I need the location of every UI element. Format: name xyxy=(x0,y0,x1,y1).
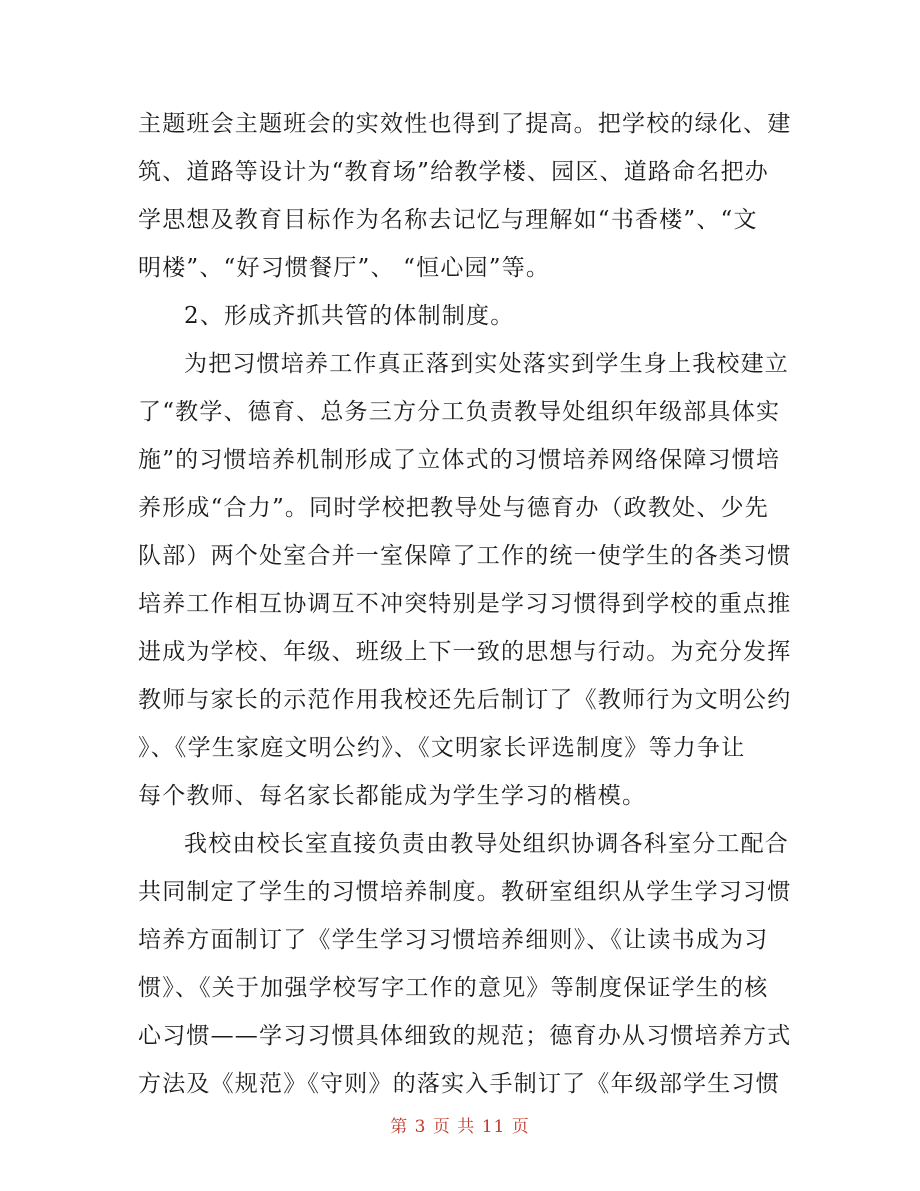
text-line: 明楼”、“好习惯餐厅”、 “恒心园”等。 xyxy=(138,255,551,281)
text-line: 队部）两个处室合并一室保障了工作的统一使学生的各类习惯 xyxy=(138,543,792,569)
text-line: 方法及《规范》《守则》的落实入手制订了《年级部学生习惯 xyxy=(138,1071,780,1097)
text-line: 惯》、《关于加强学校写字工作的意见》等制度保证学生的核 xyxy=(138,975,769,1001)
text-line: 共同制定了学生的习惯培养制度。教研室组织从学生学习习惯 xyxy=(138,879,792,905)
text-line: 筑、道路等设计为“教育场”给教学楼、园区、道路命名把办 xyxy=(138,159,769,185)
text-line: 学思想及教育目标作为名称去记忆与理解如“书香楼”、“文 xyxy=(138,207,758,233)
document-body xyxy=(138,100,792,1108)
text-line: 教师与家长的示范作用我校还先后制订了《教师行为文明公约 xyxy=(138,687,792,713)
text-line: 了“教学、德育、总务三方分工负责教导处组织年级部具体实 xyxy=(138,399,781,425)
text-line: 我校由校长室直接负责由教导处组织协调各科室分工配合 xyxy=(184,831,789,857)
text-line: 培养工作相互协调互不冲突特别是学习习惯得到学校的重点推 xyxy=(138,591,792,617)
text-line: 主题班会主题班会的实效性也得到了提高。把学校的绿化、建 xyxy=(138,111,792,137)
section-heading: 2、形成齐抓共管的体制制度。 xyxy=(184,303,515,329)
text-line: 施”的习惯培养机制形成了立体式的习惯培养网络保障习惯培 xyxy=(138,447,781,473)
text-line: 培养方面制订了《学生学习习惯培养细则》、《让读书成为习 xyxy=(138,927,769,953)
text-line: 每个教师、每名家长都能成为学生学习的楷模。 xyxy=(138,783,647,809)
text-line: 》、《学生家庭文明公约》、《文明家长评选制度》等力争让 xyxy=(138,735,746,761)
page-number-footer: 第 3 页 共 11 页 xyxy=(390,1117,530,1137)
text-line: 养形成“合力”。同时学校把教导处与德育办（政教处、少先 xyxy=(138,495,769,521)
text-line: 心习惯——学习习惯具体细致的规范；德育办从习惯培养方式 xyxy=(138,1023,792,1049)
text-line: 进成为学校、年级、班级上下一致的思想与行动。为充分发挥 xyxy=(138,639,792,665)
text-line: 为把习惯培养工作真正落到实处落实到学生身上我校建立 xyxy=(184,351,789,377)
